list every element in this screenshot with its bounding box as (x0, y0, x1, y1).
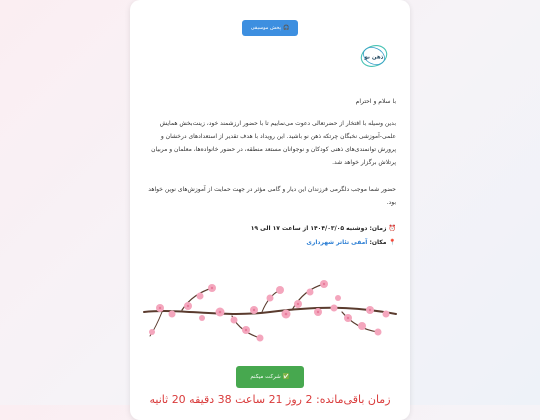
play-music-label: پخش موسیقی (250, 25, 282, 31)
headphones-icon: 🎧 (283, 25, 290, 31)
attend-button-label: شرکت میکنم (250, 374, 281, 380)
play-music-button[interactable] (242, 20, 298, 36)
check-mark-icon: ✅ (282, 374, 290, 380)
event-location (306, 239, 396, 246)
alarm-clock-icon: ⏰ (388, 225, 396, 232)
logo-text: ذهن نو (364, 54, 384, 61)
event-location-label: مکان: (369, 239, 387, 246)
event-location-link[interactable]: آمفی تئاتر شهرداری (306, 239, 368, 246)
cherry-blossom-branch-image (142, 262, 398, 352)
event-time-text: زمان: دوشنبه ۱۴۰۴/۰۳/۰۵ از ساعت ۱۷ الی ۱۹ (250, 225, 387, 232)
event-time (251, 225, 396, 232)
invitation-paragraph: بدین وسیله با افتخار از حضرتعالی دعوت می‌نماییم تا با حضور ارزشمند خود، زینت‌بخش همایش علمی-آموزشی نخبگان چرتکه ذهن نو باشید. این رویداد با هدف تقدیر از استعدادهای درخشان و پرورش توانمندی‌های ذهنی کودکان و نوجوانان مستعد منطقه، در حضور خانواده‌ها، معلمان و مربیان پرتلاش برگزار خواهد شد. (151, 120, 396, 166)
attend-button[interactable] (236, 366, 304, 388)
greeting: با سلام و احترام (355, 98, 396, 105)
closing-paragraph: حضور شما موجب دلگرمی فرزندان این دیار و گامی مؤثر در جهت حمایت از آموزش‌های نوین خواهد بود. (148, 186, 396, 206)
pin-icon: 📍 (388, 239, 396, 246)
logo (358, 42, 390, 70)
invitation-card (130, 0, 410, 420)
countdown-timer: زمان باقی‌مانده: 2 روز 21 ساعت 38 دقیقه 20 ثانیه (149, 393, 391, 406)
